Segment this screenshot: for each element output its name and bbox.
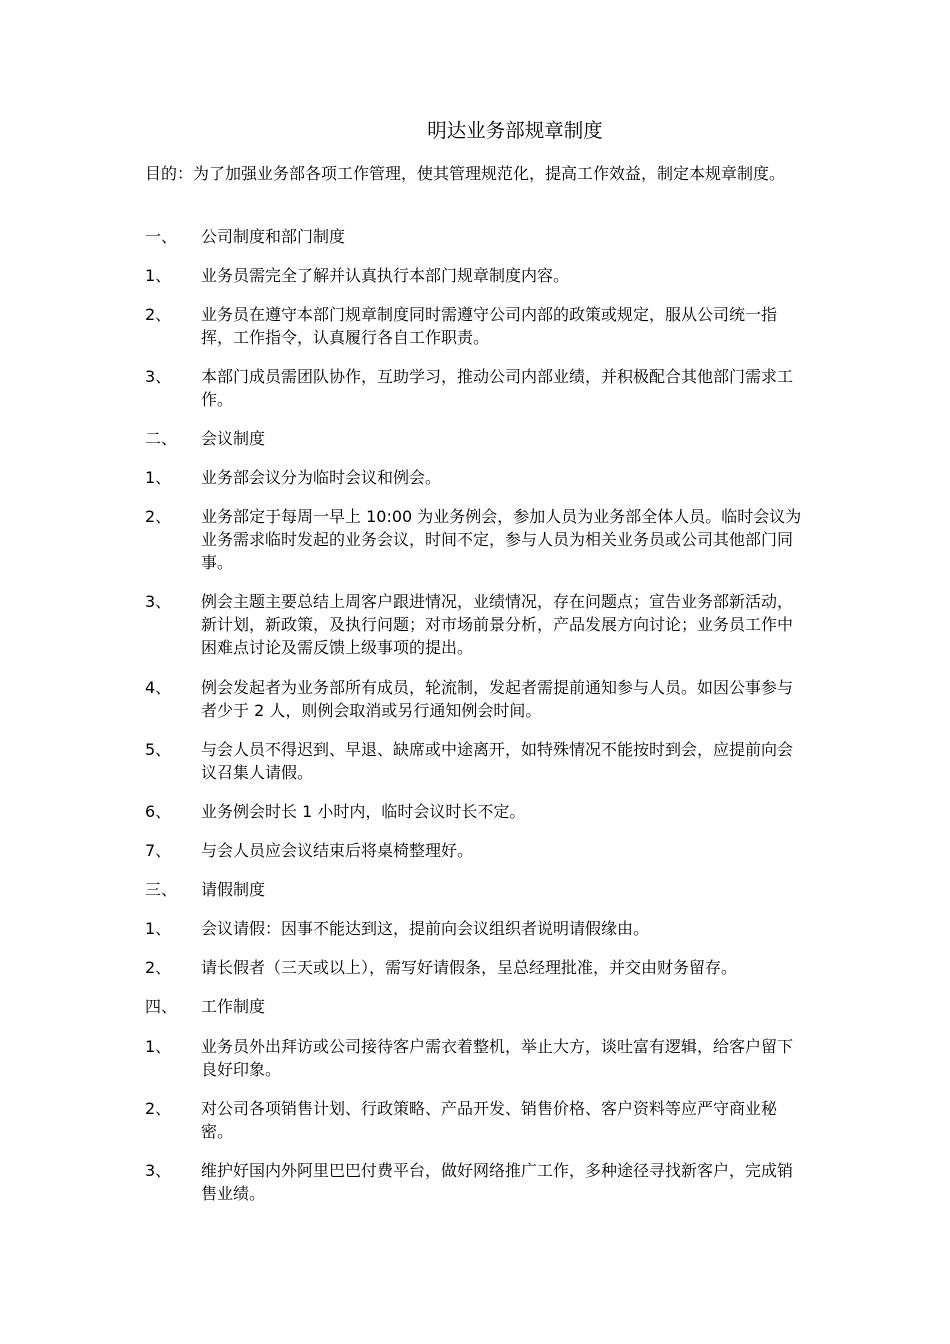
section-heading xyxy=(145,995,805,1018)
item-number: 2、 xyxy=(145,305,172,324)
section-title: 工作制度 xyxy=(201,997,266,1016)
list-item xyxy=(145,1097,805,1143)
list-item xyxy=(145,738,805,784)
section-number: 二、 xyxy=(145,429,178,448)
item-number: 1、 xyxy=(145,468,172,487)
list-item xyxy=(145,839,805,862)
item-number: 6、 xyxy=(145,802,172,821)
section-heading xyxy=(145,225,805,248)
item-text: 业务部会议分为临时会议和例会。 xyxy=(201,468,442,487)
item-number: 1、 xyxy=(145,266,172,285)
item-text: 业务员外出拜访或公司接待客户需衣着整机，举止大方，谈吐富有逻辑，给客户留下良好印象。 xyxy=(201,1037,794,1079)
item-number: 2、 xyxy=(145,507,172,526)
list-item xyxy=(145,917,805,940)
item-number: 3、 xyxy=(145,592,172,611)
item-text: 维护好国内外阿里巴巴付费平台，做好网络推广工作，多种途径寻找新客户，完成销售业绩。 xyxy=(201,1161,794,1203)
item-number: 2、 xyxy=(145,1099,172,1118)
list-item xyxy=(145,956,805,979)
item-text: 与会人员应会议结束后将桌椅整理好。 xyxy=(201,841,474,860)
item-number: 7、 xyxy=(145,841,172,860)
purpose-paragraph: 目的：为了加强业务部各项工作管理，使其管理规范化，提高工作效益，制定本规章制度。 xyxy=(145,164,786,183)
section-title: 会议制度 xyxy=(201,429,266,448)
item-number: 3、 xyxy=(145,1161,172,1180)
list-item xyxy=(145,800,805,823)
item-text: 业务部定于每周一早上 10:00 为业务例会，参加人员为业务部全体人员。临时会议为业务需求临时发起的业务会议，时间不定，参与人员为相关业务员或公司其他部门同事。 xyxy=(201,507,802,572)
item-text: 与会人员不得迟到、早退、缺席或中途离开，如特殊情况不能按时到会，应提前向会议召集人请假。 xyxy=(201,740,794,782)
list-item xyxy=(145,505,805,574)
list-item xyxy=(145,365,805,411)
section-number: 四、 xyxy=(145,997,178,1016)
item-text: 业务员在遵守本部门规章制度同时需遵守公司内部的政策或规定，服从公司统一指挥，工作指令，认真履行各自工作职责。 xyxy=(201,305,778,347)
item-number: 1、 xyxy=(145,1037,172,1056)
item-text: 例会主题主要总结上周客户跟进情况，业绩情况，存在问题点；宣告业务部新活动，新计划，新政策，及执行问题；对市场前景分析，产品发展方向讨论；业务员工作中困难点讨论及需反馈上级事项的提出。 xyxy=(201,592,794,657)
section-heading xyxy=(145,427,805,450)
item-text: 对公司各项销售计划、行政策略、产品开发、销售价格、客户资料等应严守商业秘密。 xyxy=(201,1099,778,1141)
item-text: 本部门成员需团队协作，互助学习，推动公司内部业绩，并积极配合其他部门需求工作。 xyxy=(201,367,794,409)
item-text: 请长假者（三天或以上），需写好请假条，呈总经理批准，并交由财务留存。 xyxy=(201,958,738,977)
item-text: 业务例会时长 1 小时内，临时会议时长不定。 xyxy=(201,802,526,821)
list-item xyxy=(145,676,805,722)
list-item xyxy=(145,1035,805,1081)
list-item xyxy=(145,264,805,287)
item-number: 4、 xyxy=(145,678,172,697)
item-number: 5、 xyxy=(145,740,172,759)
list-item xyxy=(145,1159,805,1205)
item-text: 会议请假：因事不能达到这，提前向会议组织者说明请假缘由。 xyxy=(201,919,650,938)
list-item xyxy=(145,590,805,659)
document-title: 明达业务部规章制度 xyxy=(427,119,603,142)
list-item xyxy=(145,303,805,349)
section-title: 公司制度和部门制度 xyxy=(201,227,346,246)
section-heading xyxy=(145,878,805,901)
item-text: 业务员需完全了解并认真执行本部门规章制度内容。 xyxy=(201,266,570,285)
item-number: 1、 xyxy=(145,919,172,938)
list-item xyxy=(145,466,805,489)
section-number: 三、 xyxy=(145,880,178,899)
item-text: 例会发起者为业务部所有成员，轮流制，发起者需提前通知参与人员。如因公事参与者少于 2 人，则例会取消或另行通知例会时间。 xyxy=(201,678,794,720)
item-number: 2、 xyxy=(145,958,172,977)
section-title: 请假制度 xyxy=(201,880,266,899)
item-number: 3、 xyxy=(145,367,172,386)
section-number: 一、 xyxy=(145,227,178,246)
